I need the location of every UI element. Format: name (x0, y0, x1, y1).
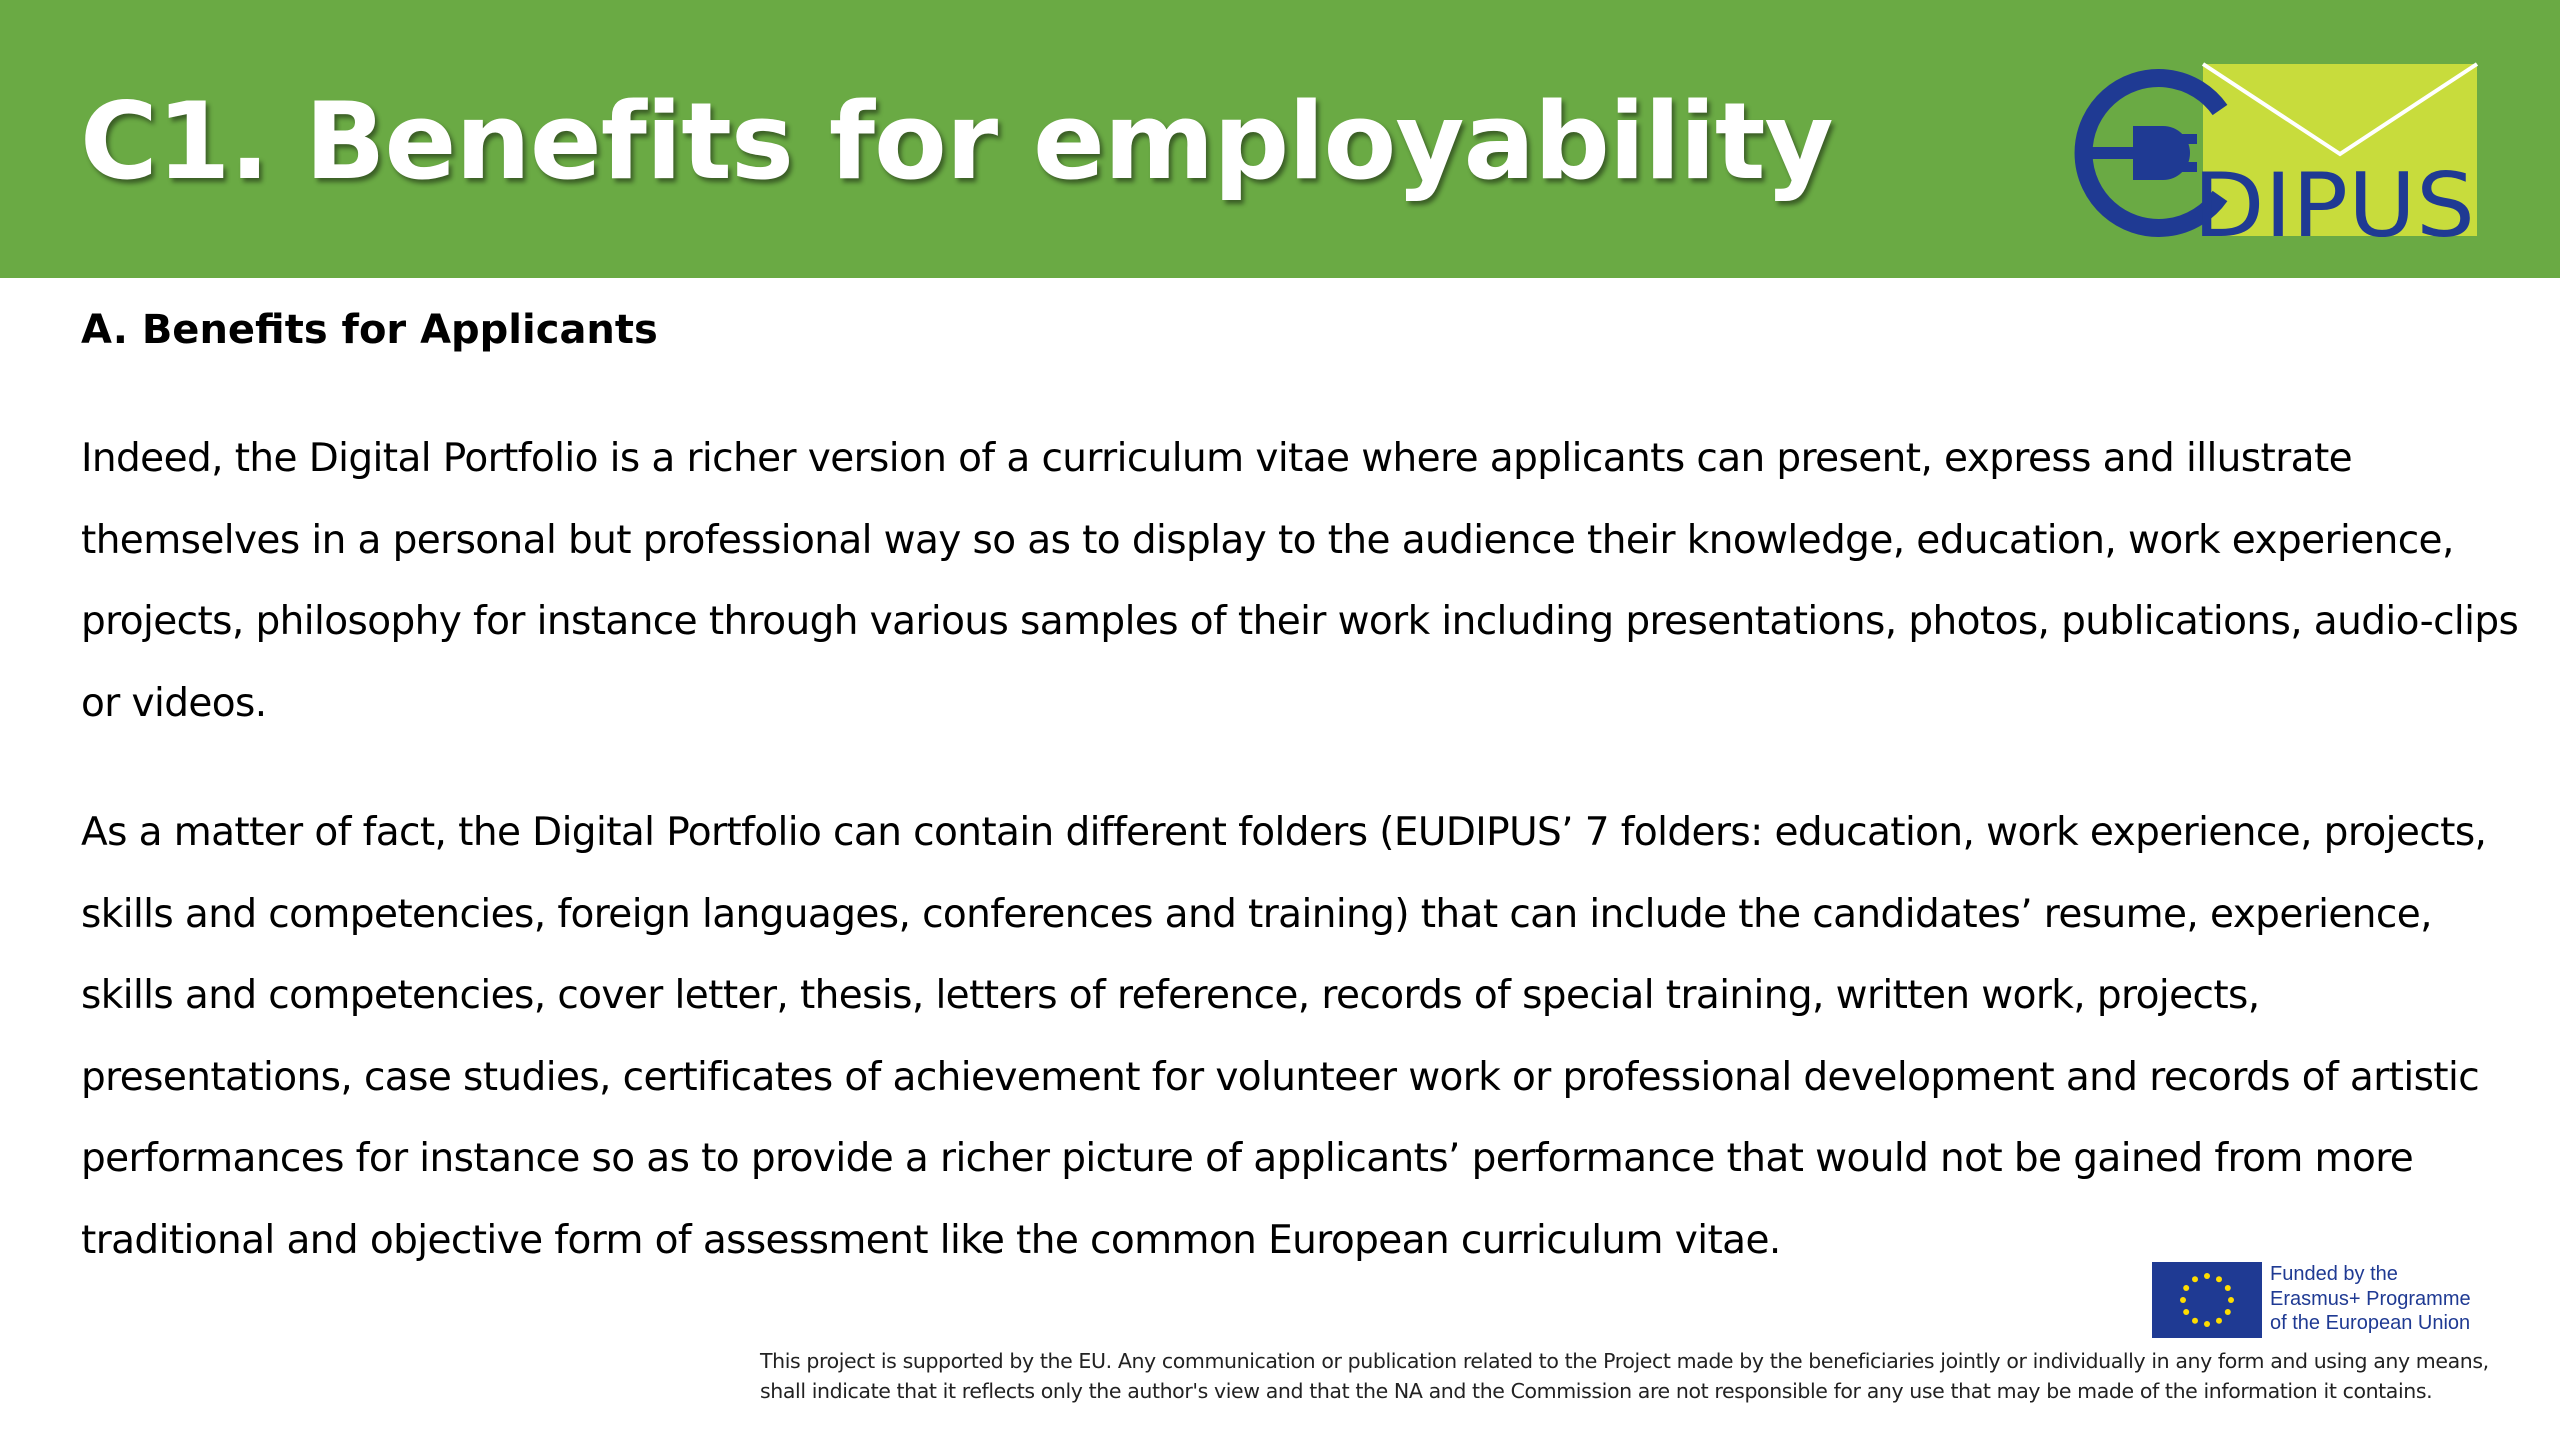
disclaimer-line: shall indicate that it reflects only the author's view and that the NA and the Commission are not responsible for any use that may be made of the information it contains. (760, 1379, 2433, 1403)
eudipus-logo (2055, 58, 2485, 248)
plug-icon (2089, 126, 2197, 180)
logo-text: DIPUS (2193, 154, 2475, 248)
eu-funding-text: Funded by the Erasmus+ Programme of the European Union (2270, 1263, 2471, 1334)
disclaimer-line: This project is supported by the EU. Any communication or publication related to the Project made by the beneficiaries jointly or individually in any form and using any means, (760, 1349, 2489, 1373)
slide-content (81, 290, 2521, 1281)
slide-title: C1. Benefits for employability (80, 80, 1833, 203)
paragraph-portfolio-folders: As a matter of fact, the Digital Portfolio can contain different folders (EUDIPUS’ 7 folders: education, work experience, projects, skills and competencies, foreign languages, conferences and training) that can include the candidates’ resume, experience, skills and competencies, cover letter, thesis, letters of reference, records of special training, written work, projects, presentations, case studies, certificates of achievement for volunteer work or professional development and records of artistic performances for instance so as to provide a richer picture of applicants’ performance that would not be gained from more traditional and objective form of assessment like the common European curriculum vitae. (81, 810, 2487, 1263)
paragraph-applicants-intro: Indeed, the Digital Portfolio is a richer version of a curriculum vitae where applicants can present, express and illustrate themselves in a personal but professional way so as to display to the audience their knowledge, education, work experience, projects, philosophy for instance through various samples of their work including presentations, photos, publications, audio-clips or videos. (81, 436, 2519, 726)
section-heading: A. Benefits for Applicants (81, 307, 658, 353)
eu-funding-badge (2152, 1262, 2492, 1342)
eu-disclaimer (760, 1346, 2520, 1406)
eu-flag-icon (2152, 1262, 2262, 1338)
